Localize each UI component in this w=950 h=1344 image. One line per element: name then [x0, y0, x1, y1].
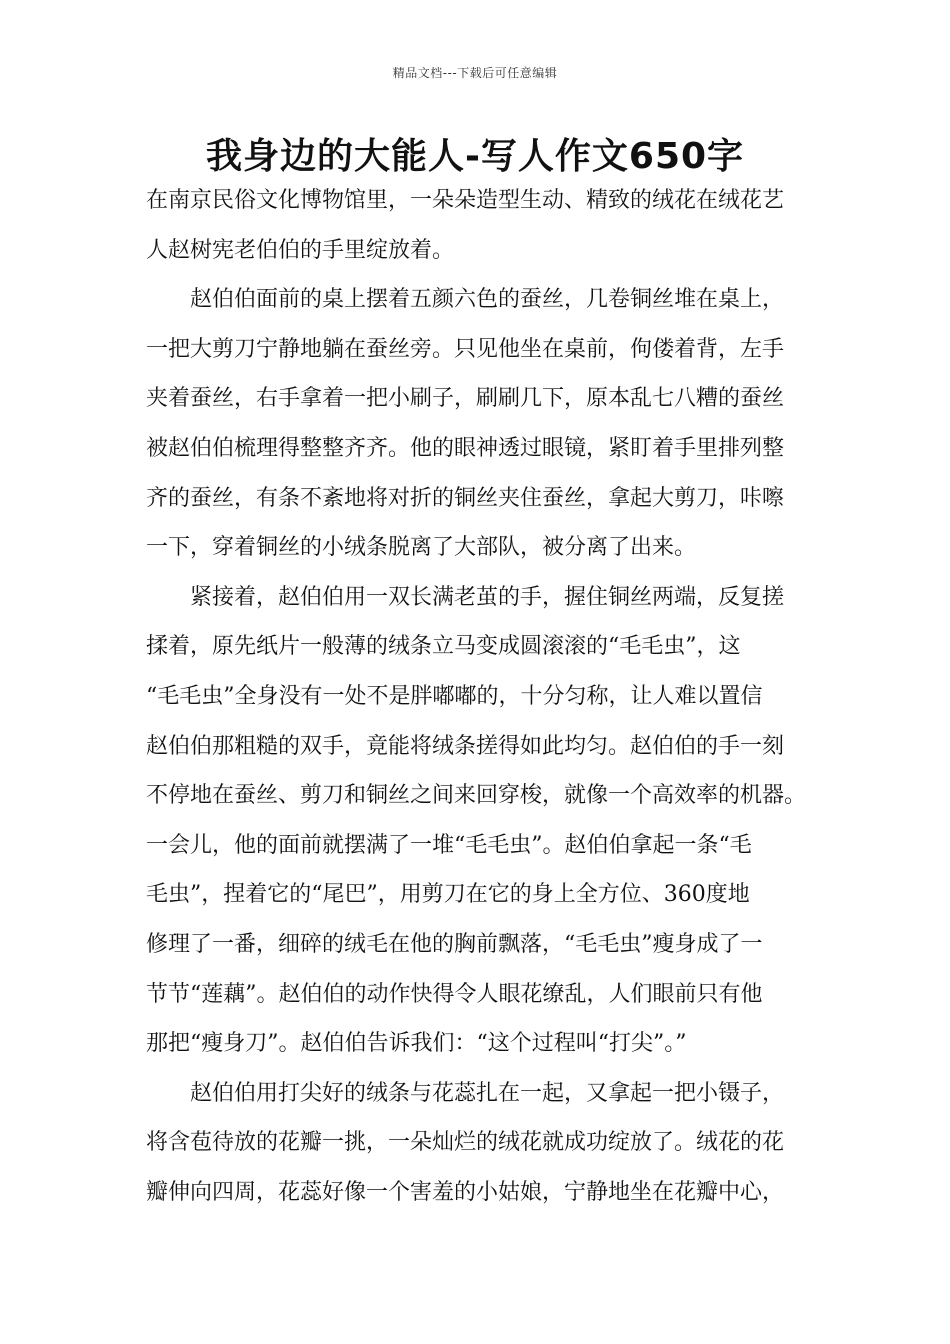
text-line: 赵伯伯那粗糙的双手，竟能将绒条搓得如此均匀。赵伯伯的手一刻	[146, 733, 785, 759]
text-line: 不停地在蚕丝、剪刀和铜丝之间来回穿梭，就像一个高效率的机器。	[146, 783, 807, 809]
text-line: 赵伯伯用打尖好的绒条与花蕊扎在一起，又拿起一把小镊子，	[146, 1080, 785, 1106]
document-body	[146, 176, 816, 1217]
text-line: 瓣伸向四周，花蕊好像一个害羞的小姑娘，宁静地坐在花瓣中心，	[146, 1179, 785, 1205]
page-header: 精品文档---下载后可任意编辑	[392, 66, 558, 80]
text-line: 夹着蚕丝，右手拿着一把小刷子，刷刷几下，原本乱七八糟的蚕丝	[146, 386, 785, 412]
text-line: 修理了一番，细碎的绒毛在他的胸前飘落，“毛毛虫”瘦身成了一	[146, 931, 763, 957]
document-title: 我身边的大能人-写人作文650字	[205, 136, 745, 177]
text-line: 一会儿，他的面前就摆满了一堆“毛毛虫”。赵伯伯拿起一条“毛	[146, 832, 752, 858]
text-line: 毛虫”，捏着它的“尾巴”，用剪刀在它的身上全方位、360度地	[146, 882, 750, 908]
text-line: 齐的蚕丝，有条不紊地将对折的铜丝夹住蚕丝，拿起大剪刀，咔嚓	[146, 485, 785, 511]
text-line: 那把“瘦身刀”。赵伯伯告诉我们：“这个过程叫“打尖”。”	[146, 1031, 687, 1057]
text-line: 节节“莲藕”。赵伯伯的动作快得令人眼花缭乱，人们眼前只有他	[146, 981, 763, 1007]
text-line: “毛毛虫”全身没有一处不是胖嘟嘟的，十分匀称，让人难以置信	[146, 683, 763, 709]
text-line: 一下，穿着铜丝的小绒条脱离了大部队，被分离了出来。	[146, 535, 697, 561]
text-line: 将含苞待放的花瓣一挑，一朵灿烂的绒花就成功绽放了。绒花的花	[146, 1130, 785, 1156]
text-line: 人赵树宪老伯伯的手里绽放着。	[146, 237, 455, 263]
text-line: 紧接着，赵伯伯用一双长满老茧的手，握住铜丝两端，反复搓	[146, 584, 785, 610]
text-line: 一把大剪刀宁静地躺在蚕丝旁。只见他坐在桌前，佝偻着背，左手	[146, 336, 785, 362]
text-line: 被赵伯伯梳理得整整齐齐。他的眼神透过眼镜，紧盯着手里排列整	[146, 435, 785, 461]
text-line: 赵伯伯面前的桌上摆着五颜六色的蚕丝，几卷铜丝堆在桌上，	[146, 287, 785, 313]
text-line: 揉着，原先纸片一般薄的绒条立马变成圆滚滚的“毛毛虫”，这	[146, 634, 741, 660]
text-line: 在南京民俗文化博物馆里，一朵朵造型生动、精致的绒花在绒花艺	[146, 188, 785, 213]
